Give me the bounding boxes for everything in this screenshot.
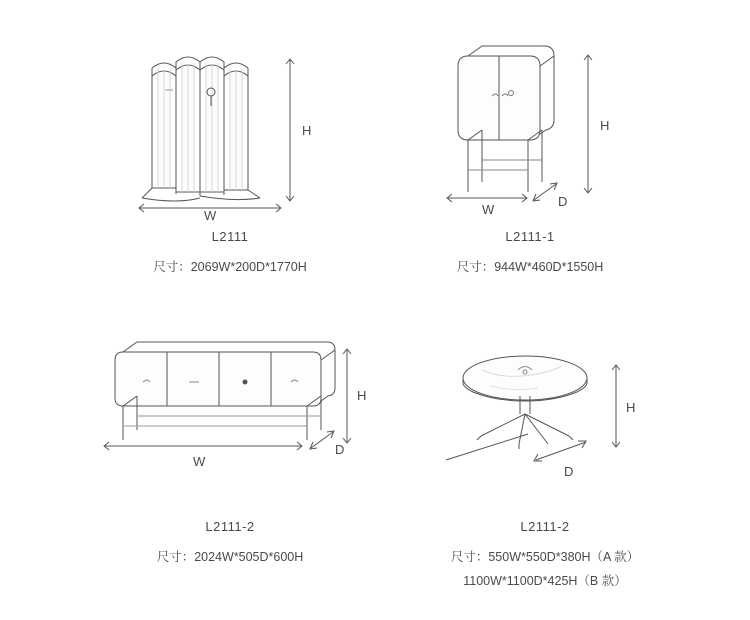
tall-cabinet-drawing — [400, 30, 660, 220]
svg-text:H: H — [626, 400, 636, 415]
round-coffee-table-drawing — [410, 320, 680, 510]
product-item-cabinet — [400, 30, 660, 300]
svg-text:H: H — [357, 388, 367, 403]
product-code: L2111 — [211, 229, 249, 244]
product-dimensions: 尺寸：2024W*505D*600H — [156, 550, 304, 564]
folding-screen-drawing — [100, 30, 360, 220]
low-sideboard-drawing — [80, 320, 380, 510]
svg-text:D: D — [335, 442, 345, 457]
product-item-coffee-table — [410, 320, 680, 588]
caption-cabinet — [400, 226, 660, 278]
product-dimensions-alt: 1100W*1100D*425H（B 款） — [463, 574, 627, 588]
product-dimensions: 尺寸：2069W*200D*1770H — [153, 260, 307, 274]
product-dimensions: 尺寸：550W*550D*380H（A 款） — [450, 550, 640, 564]
svg-text:D: D — [564, 464, 574, 479]
product-item-screen — [100, 30, 360, 300]
product-code: L2111-2 — [520, 519, 570, 534]
svg-text:W: W — [193, 454, 206, 469]
product-item-sideboard — [80, 320, 380, 580]
caption-sideboard — [80, 516, 380, 568]
product-code: L2111-1 — [505, 229, 555, 244]
caption-coffee-table — [410, 516, 680, 592]
caption-screen — [100, 226, 360, 278]
svg-text:H: H — [600, 118, 610, 133]
svg-text:W: W — [482, 202, 495, 217]
svg-text:H: H — [302, 123, 312, 138]
svg-text:D: D — [558, 194, 568, 209]
product-dimensions: 尺寸：944W*460D*1550H — [456, 260, 604, 274]
product-code: L2111-2 — [205, 519, 255, 534]
svg-text:W: W — [204, 208, 217, 220]
